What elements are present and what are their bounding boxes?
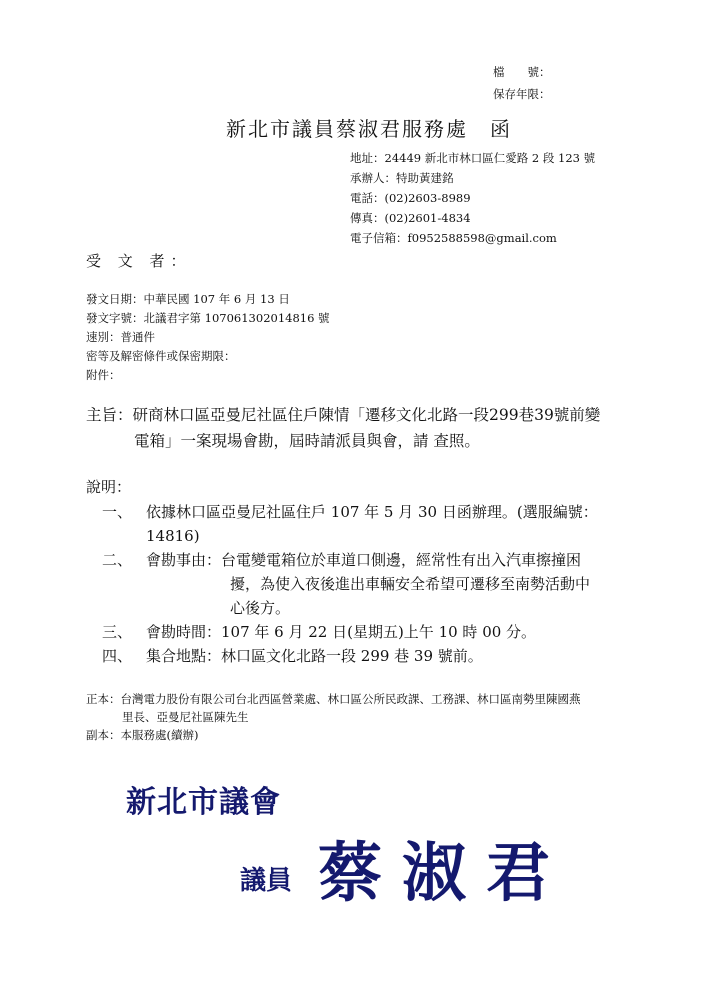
meta-block — [86, 290, 330, 385]
item-3-line-1: 會勘時間：107 年 6 月 22 日(星期五)上午 10 時 00 分。 — [146, 623, 537, 641]
speed-class: 速別：普通件 — [86, 330, 155, 344]
document-number: 發文字號：北議君字第 107061302014816 號 — [86, 311, 330, 325]
explanation-label: 說明： — [86, 478, 132, 496]
document-title: 新北市議員蔡淑君服務處 函 — [226, 117, 512, 141]
item-1-line-2: 14816) — [146, 527, 200, 545]
handler: 承辦人：特助黃建銘 — [350, 171, 454, 185]
item-2-line-3: 心後方。 — [230, 599, 291, 617]
item-2-line-2: 擾，為使入夜後進出車輛安全希望可遷移至南勢活動中 — [230, 575, 591, 593]
email: 電子信箱：f0952588598@gmail.com — [350, 231, 557, 245]
councilor-title-seal: 議員 — [240, 866, 293, 896]
main-recipients-line-2: 里長、亞曼尼社區陳先生 — [122, 710, 249, 724]
recipient-label: 受 文 者： — [86, 252, 192, 270]
copy-recipients: 副本：本服務處(續辦) — [86, 728, 199, 742]
issue-date: 發文日期：中華民國 107 年 6 月 13 日 — [86, 292, 290, 306]
item-4-number: 四、 — [102, 647, 133, 665]
council-seal-text: 新北市議會 — [126, 785, 281, 820]
contact-block — [350, 148, 595, 248]
file-number-label: 檔 號： — [493, 65, 551, 79]
phone: 電話：(02)2603-8989 — [350, 191, 471, 205]
main-recipients-line-1: 正本：台灣電力股份有限公司台北西區營業處、林口區公所民政課、工務課、林口區南勢里陳國燕 — [86, 692, 581, 706]
item-4-line-1: 集合地點：林口區文化北路一段 299 巷 39 號前。 — [146, 647, 483, 665]
attachment: 附件： — [86, 368, 121, 382]
subject-line-1: 主旨：研商林口區亞曼尼社區住戶陳情「遷移文化北路一段299巷39號前變 — [86, 406, 601, 424]
item-2-number: 二、 — [102, 551, 133, 569]
item-2-line-1: 會勘事由：台電變電箱位於車道口側邊，經常性有出入汽車擦撞困 — [146, 551, 582, 569]
item-1-line-1: 依據林口區亞曼尼社區住戶 107 年 5 月 30 日函辦理。(選服編號： — [146, 503, 598, 521]
councilor-name-seal: 蔡淑君 — [318, 836, 570, 911]
item-3-number: 三、 — [102, 623, 133, 641]
subject-line-2: 電箱」一案現場會勘，屆時請派員與會，請 查照。 — [134, 432, 480, 450]
retention-period-label: 保存年限： — [493, 87, 551, 101]
fax: 傳真：(02)2601-4834 — [350, 211, 471, 225]
item-1-number: 一、 — [102, 503, 133, 521]
address: 地址：24449 新北市林口區仁愛路 2 段 123 號 — [350, 151, 596, 165]
security-level: 密等及解密條件或保密期限： — [86, 349, 236, 363]
